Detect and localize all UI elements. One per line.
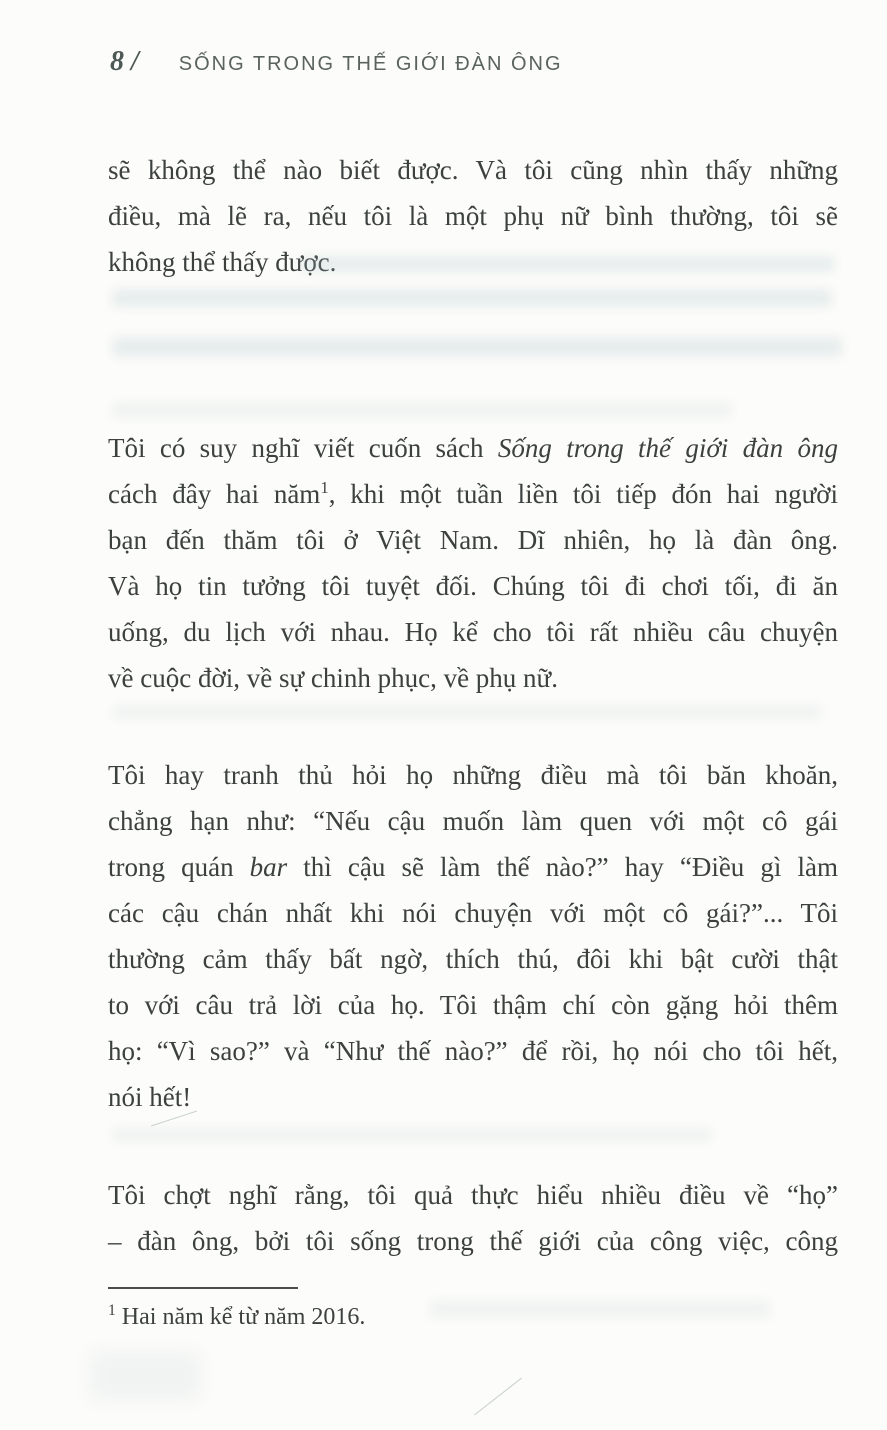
text-line [108, 193, 838, 239]
text-segment: về cuộc đời, về sự chinh phục, về phụ nữ. [108, 663, 558, 693]
text-segment: trong quán [108, 852, 250, 882]
paragraph [108, 752, 838, 1120]
text-line [108, 609, 838, 655]
footnote-reference: 1 [320, 478, 329, 497]
text-line [108, 1218, 838, 1264]
text-line [108, 890, 838, 936]
text-line [108, 563, 838, 609]
bleed-through-artifact [300, 256, 835, 272]
text-line [108, 798, 838, 844]
text-segment: nói hết! [108, 1082, 192, 1112]
text-line [108, 655, 838, 701]
text-segment: Tôi chợt nghĩ rằng, tôi quả thực hiểu nhiều điều về “họ” [108, 1180, 838, 1210]
text-segment: các cậu chán nhất khi nói chuyện với một cô gái?”... Tôi [108, 898, 838, 928]
bleed-through-artifact [90, 1352, 200, 1400]
text-line [108, 471, 838, 517]
text-segment: điều, mà lẽ ra, nếu tôi là một phụ nữ bình thường, tôi sẽ [108, 201, 838, 231]
text-line [108, 844, 838, 890]
text-segment: thường cảm thấy bất ngờ, thích thú, đôi khi bật cười thật [108, 944, 838, 974]
text-segment: chẳng hạn như: “Nếu cậu muốn làm quen với một cô gái [108, 806, 838, 836]
text-line [108, 425, 838, 471]
text-segment: Sống trong thế giới đàn ông [497, 433, 838, 463]
page-header [110, 46, 563, 78]
bleed-through-artifact [430, 1300, 770, 1318]
text-segment: cách đây hai năm [108, 479, 321, 509]
text-line [108, 1172, 838, 1218]
bleed-through-artifact [112, 289, 832, 307]
text-line [108, 517, 838, 563]
bleed-through-artifact [112, 337, 842, 357]
text-segment: bar [249, 852, 288, 882]
footnote-divider [108, 1287, 298, 1289]
text-segment: thì cậu sẽ làm thế nào?” hay “Điều gì làm [287, 852, 838, 882]
text-segment: họ: “Vì sao?” và “Như thế nào?” để rồi, họ nói cho tôi hết, [108, 1036, 838, 1066]
bleed-through-artifact [112, 705, 822, 719]
text-segment: Tôi có suy nghĩ viết cuốn sách [108, 433, 498, 463]
text-line [108, 982, 838, 1028]
paragraph [108, 425, 838, 701]
bleed-through-artifact [112, 402, 732, 418]
text-segment: Và họ tin tưởng tôi tuyệt đối. Chúng tôi đi chơi tối, đi ăn [108, 571, 838, 601]
footnote-marker: 1 [108, 1302, 116, 1319]
text-segment: , khi một tuần liền tôi tiếp đón hai người [328, 479, 838, 509]
text-line [108, 1074, 838, 1120]
page-number: 8 / [110, 46, 139, 77]
running-title: SỐNG TRONG THẾ GIỚI ĐÀN ÔNG [178, 53, 563, 75]
paragraph [108, 1172, 838, 1264]
text-segment: – đàn ông, bởi tôi sống trong thế giới của công việc, công [108, 1226, 838, 1256]
text-segment: bạn đến thăm tôi ở Việt Nam. Dĩ nhiên, họ là đàn ông. [108, 525, 838, 555]
text-line [108, 147, 838, 193]
bleed-through-artifact [112, 1128, 712, 1142]
text-line [108, 1028, 838, 1074]
footnote-text: Hai năm kể từ năm 2016. [115, 1304, 366, 1330]
scratch-mark [474, 1378, 522, 1416]
text-line [108, 936, 838, 982]
text-line [108, 752, 838, 798]
text-segment: uống, du lịch với nhau. Họ kể cho tôi rất nhiều câu chuyện [108, 617, 838, 647]
text-segment: Tôi hay tranh thủ hỏi họ những điều mà tôi băn khoăn, [108, 760, 838, 790]
text-segment: không thể thấy được. [108, 247, 337, 277]
text-segment: to với câu trả lời của họ. Tôi thậm chí còn gặng hỏi thêm [108, 990, 838, 1020]
text-segment: sẽ không thể nào biết được. Và tôi cũng nhìn thấy những [108, 155, 838, 185]
